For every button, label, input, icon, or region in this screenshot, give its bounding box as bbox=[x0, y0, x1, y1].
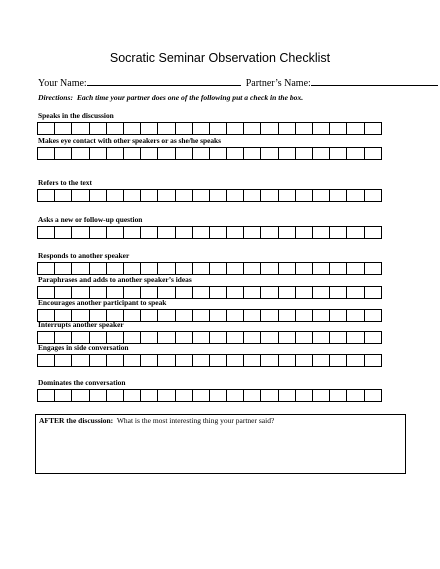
checkbox[interactable] bbox=[243, 262, 261, 275]
checkbox[interactable] bbox=[329, 226, 347, 239]
checkbox[interactable] bbox=[106, 189, 124, 202]
checkbox[interactable] bbox=[192, 122, 210, 135]
checkbox[interactable] bbox=[54, 122, 72, 135]
checkbox[interactable] bbox=[329, 331, 347, 344]
checkbox[interactable] bbox=[140, 389, 158, 402]
checkbox[interactable] bbox=[89, 226, 107, 239]
checkbox[interactable] bbox=[312, 309, 330, 322]
checkbox[interactable] bbox=[243, 309, 261, 322]
checkbox[interactable] bbox=[346, 354, 364, 367]
checkbox[interactable] bbox=[260, 389, 278, 402]
checkbox[interactable] bbox=[329, 309, 347, 322]
checkbox[interactable] bbox=[89, 147, 107, 160]
checkbox[interactable] bbox=[123, 189, 141, 202]
checkbox[interactable] bbox=[54, 147, 72, 160]
checkbox[interactable] bbox=[226, 354, 244, 367]
checkbox[interactable] bbox=[175, 286, 193, 299]
checkbox[interactable] bbox=[37, 147, 55, 160]
checkbox[interactable] bbox=[226, 189, 244, 202]
checkbox[interactable] bbox=[37, 189, 55, 202]
checkbox[interactable] bbox=[243, 286, 261, 299]
checkbox[interactable] bbox=[346, 226, 364, 239]
checkbox[interactable] bbox=[157, 354, 175, 367]
directions-label: Directions: bbox=[38, 93, 74, 102]
checkbox[interactable] bbox=[278, 309, 296, 322]
behavior-label: Dominates the conversation bbox=[38, 378, 126, 387]
checkbox[interactable] bbox=[123, 354, 141, 367]
checkbox[interactable] bbox=[346, 189, 364, 202]
checkbox[interactable] bbox=[89, 389, 107, 402]
checkbox[interactable] bbox=[226, 309, 244, 322]
checkbox-row bbox=[37, 122, 381, 135]
checkbox[interactable] bbox=[140, 331, 158, 344]
checkbox[interactable] bbox=[192, 286, 210, 299]
checkbox[interactable] bbox=[260, 354, 278, 367]
checkbox[interactable] bbox=[364, 147, 382, 160]
checkbox[interactable] bbox=[140, 354, 158, 367]
checkbox[interactable] bbox=[346, 262, 364, 275]
checkbox[interactable] bbox=[278, 122, 296, 135]
checkbox[interactable] bbox=[175, 189, 193, 202]
checkbox[interactable] bbox=[106, 122, 124, 135]
checkbox[interactable] bbox=[278, 226, 296, 239]
checkbox[interactable] bbox=[312, 226, 330, 239]
checkbox[interactable] bbox=[243, 122, 261, 135]
checkbox[interactable] bbox=[295, 226, 313, 239]
checkbox[interactable] bbox=[209, 262, 227, 275]
checkbox[interactable] bbox=[226, 122, 244, 135]
checkbox[interactable] bbox=[209, 226, 227, 239]
checkbox[interactable] bbox=[312, 262, 330, 275]
checkbox[interactable] bbox=[157, 147, 175, 160]
checkbox[interactable] bbox=[312, 122, 330, 135]
checkbox[interactable] bbox=[364, 189, 382, 202]
checkbox[interactable] bbox=[346, 331, 364, 344]
checkbox[interactable] bbox=[140, 309, 158, 322]
checkbox[interactable] bbox=[71, 147, 89, 160]
checkbox[interactable] bbox=[37, 354, 55, 367]
checkbox[interactable] bbox=[209, 286, 227, 299]
checkbox[interactable] bbox=[260, 122, 278, 135]
checkbox[interactable] bbox=[209, 189, 227, 202]
checkbox[interactable] bbox=[346, 122, 364, 135]
checkbox[interactable] bbox=[106, 389, 124, 402]
checkbox[interactable] bbox=[175, 122, 193, 135]
checkbox[interactable] bbox=[278, 389, 296, 402]
checkbox[interactable] bbox=[175, 331, 193, 344]
checkbox[interactable] bbox=[226, 226, 244, 239]
checkbox[interactable] bbox=[243, 147, 261, 160]
checkbox[interactable] bbox=[295, 262, 313, 275]
behavior-label: Responds to another speaker bbox=[38, 251, 130, 260]
checkbox[interactable] bbox=[175, 354, 193, 367]
checkbox[interactable] bbox=[157, 122, 175, 135]
checkbox[interactable] bbox=[364, 389, 382, 402]
checkbox[interactable] bbox=[209, 354, 227, 367]
checkbox[interactable] bbox=[364, 354, 382, 367]
checkbox[interactable] bbox=[123, 122, 141, 135]
your-name-label: Your Name: bbox=[38, 78, 87, 89]
checkbox[interactable] bbox=[260, 331, 278, 344]
behavior-label: Asks a new or follow-up question bbox=[38, 215, 143, 224]
checkbox[interactable] bbox=[175, 309, 193, 322]
checkbox[interactable] bbox=[54, 226, 72, 239]
checkbox[interactable] bbox=[123, 262, 141, 275]
checkbox[interactable] bbox=[140, 147, 158, 160]
checkbox[interactable] bbox=[89, 262, 107, 275]
checkbox[interactable] bbox=[140, 226, 158, 239]
checkbox[interactable] bbox=[364, 331, 382, 344]
checkbox[interactable] bbox=[278, 286, 296, 299]
checkbox[interactable] bbox=[140, 189, 158, 202]
checkbox[interactable] bbox=[37, 226, 55, 239]
checkbox[interactable] bbox=[295, 189, 313, 202]
checkbox[interactable] bbox=[71, 189, 89, 202]
checkbox[interactable] bbox=[192, 389, 210, 402]
checkbox[interactable] bbox=[364, 122, 382, 135]
checkbox[interactable] bbox=[157, 309, 175, 322]
behavior-label: Speaks in the discussion bbox=[38, 111, 114, 120]
checkbox[interactable] bbox=[260, 286, 278, 299]
checkbox[interactable] bbox=[312, 354, 330, 367]
checkbox[interactable] bbox=[54, 189, 72, 202]
checkbox[interactable] bbox=[278, 354, 296, 367]
checkbox[interactable] bbox=[175, 262, 193, 275]
checkbox[interactable] bbox=[71, 122, 89, 135]
checkbox[interactable] bbox=[157, 331, 175, 344]
checkbox[interactable] bbox=[106, 262, 124, 275]
partner-name-field[interactable] bbox=[311, 76, 438, 86]
checkbox[interactable] bbox=[346, 286, 364, 299]
names-row bbox=[38, 76, 418, 89]
checkbox[interactable] bbox=[89, 189, 107, 202]
checkbox-row bbox=[37, 226, 381, 239]
behavior-label: Makes eye contact with other speakers or as she/he speaks bbox=[38, 136, 222, 145]
checkbox[interactable] bbox=[312, 189, 330, 202]
partner-name-label: Partner’s Name: bbox=[245, 78, 311, 89]
checkbox[interactable] bbox=[71, 226, 89, 239]
checkbox[interactable] bbox=[329, 122, 347, 135]
directions-text: Each time your partner does one of the following put a check in the box. bbox=[76, 93, 304, 102]
checkbox[interactable] bbox=[54, 262, 72, 275]
after-question: What is the most interesting thing your partner said? bbox=[116, 416, 275, 425]
page-title: Socratic Seminar Observation Checklist bbox=[109, 51, 331, 65]
checkbox[interactable] bbox=[364, 309, 382, 322]
checkbox[interactable] bbox=[346, 309, 364, 322]
checkbox[interactable] bbox=[54, 354, 72, 367]
checkbox-row bbox=[37, 262, 381, 275]
checkbox[interactable] bbox=[329, 286, 347, 299]
checkbox[interactable] bbox=[175, 147, 193, 160]
after-discussion-box[interactable] bbox=[35, 414, 406, 474]
checkbox[interactable] bbox=[364, 262, 382, 275]
checkbox[interactable] bbox=[54, 389, 72, 402]
checkbox[interactable] bbox=[123, 147, 141, 160]
checkbox[interactable] bbox=[295, 122, 313, 135]
checkbox[interactable] bbox=[123, 226, 141, 239]
checkbox[interactable] bbox=[260, 189, 278, 202]
behavior-label: Encourages another participant to speak bbox=[38, 298, 167, 307]
checkbox[interactable] bbox=[192, 189, 210, 202]
checkbox[interactable] bbox=[226, 147, 244, 160]
checkbox[interactable] bbox=[175, 226, 193, 239]
checkbox[interactable] bbox=[312, 331, 330, 344]
checkbox[interactable] bbox=[364, 226, 382, 239]
checkbox[interactable] bbox=[260, 226, 278, 239]
after-label: AFTER the discussion: bbox=[39, 416, 114, 425]
checkbox[interactable] bbox=[37, 389, 55, 402]
checkbox[interactable] bbox=[329, 147, 347, 160]
checkbox[interactable] bbox=[157, 226, 175, 239]
your-name-field[interactable] bbox=[87, 76, 241, 86]
checkbox[interactable] bbox=[329, 189, 347, 202]
checkbox[interactable] bbox=[346, 147, 364, 160]
checkbox[interactable] bbox=[71, 389, 89, 402]
checkbox[interactable] bbox=[312, 147, 330, 160]
checkbox[interactable] bbox=[278, 262, 296, 275]
checkbox[interactable] bbox=[106, 226, 124, 239]
checkbox[interactable] bbox=[192, 309, 210, 322]
behavior-label: Refers to the text bbox=[38, 178, 92, 187]
checkbox[interactable] bbox=[226, 331, 244, 344]
checkbox[interactable] bbox=[209, 389, 227, 402]
checkbox[interactable] bbox=[37, 122, 55, 135]
checkbox[interactable] bbox=[209, 147, 227, 160]
checkbox[interactable] bbox=[329, 389, 347, 402]
checkbox[interactable] bbox=[295, 286, 313, 299]
directions bbox=[38, 93, 418, 102]
checkbox[interactable] bbox=[295, 331, 313, 344]
behavior-label: Interrupts another speaker bbox=[38, 320, 124, 329]
checkbox[interactable] bbox=[192, 226, 210, 239]
checkbox[interactable] bbox=[106, 354, 124, 367]
checkbox[interactable] bbox=[175, 389, 193, 402]
checkbox[interactable] bbox=[278, 331, 296, 344]
checkbox[interactable] bbox=[243, 226, 261, 239]
checkbox[interactable] bbox=[295, 309, 313, 322]
checkbox[interactable] bbox=[192, 331, 210, 344]
checkbox[interactable] bbox=[226, 262, 244, 275]
checkbox[interactable] bbox=[192, 262, 210, 275]
checkbox[interactable] bbox=[346, 389, 364, 402]
checkbox[interactable] bbox=[226, 389, 244, 402]
checkbox[interactable] bbox=[123, 389, 141, 402]
checkbox[interactable] bbox=[243, 189, 261, 202]
checkbox[interactable] bbox=[329, 354, 347, 367]
checkbox[interactable] bbox=[106, 147, 124, 160]
checkbox[interactable] bbox=[278, 189, 296, 202]
checkbox[interactable] bbox=[157, 262, 175, 275]
checkbox[interactable] bbox=[140, 262, 158, 275]
checkbox-row bbox=[37, 354, 381, 367]
checkbox[interactable] bbox=[209, 122, 227, 135]
checkbox[interactable] bbox=[260, 147, 278, 160]
checkbox-row bbox=[37, 189, 381, 202]
checkbox[interactable] bbox=[243, 389, 261, 402]
checkbox[interactable] bbox=[226, 286, 244, 299]
checkbox[interactable] bbox=[209, 309, 227, 322]
checkbox[interactable] bbox=[295, 389, 313, 402]
checkbox[interactable] bbox=[37, 262, 55, 275]
checkbox-row bbox=[37, 147, 381, 160]
checkbox[interactable] bbox=[89, 122, 107, 135]
checkbox[interactable] bbox=[192, 354, 210, 367]
checkbox[interactable] bbox=[209, 331, 227, 344]
behavior-label: Paraphrases and adds to another speaker’s ideas bbox=[38, 275, 192, 284]
checkbox[interactable] bbox=[123, 309, 141, 322]
checkbox[interactable] bbox=[312, 389, 330, 402]
checkbox[interactable] bbox=[140, 122, 158, 135]
checkbox[interactable] bbox=[157, 189, 175, 202]
checkbox[interactable] bbox=[278, 147, 296, 160]
checkbox[interactable] bbox=[157, 389, 175, 402]
checkbox[interactable] bbox=[295, 354, 313, 367]
checkbox[interactable] bbox=[312, 286, 330, 299]
checkbox[interactable] bbox=[243, 354, 261, 367]
checkbox[interactable] bbox=[329, 262, 347, 275]
checkbox[interactable] bbox=[364, 286, 382, 299]
checkbox[interactable] bbox=[243, 331, 261, 344]
behavior-label: Engages in side conversation bbox=[38, 343, 129, 352]
checkbox[interactable] bbox=[260, 309, 278, 322]
checkbox[interactable] bbox=[89, 354, 107, 367]
checkbox[interactable] bbox=[71, 354, 89, 367]
checkbox[interactable] bbox=[71, 262, 89, 275]
checkbox[interactable] bbox=[295, 147, 313, 160]
checkbox[interactable] bbox=[260, 262, 278, 275]
checkbox-row bbox=[37, 389, 381, 402]
checkbox[interactable] bbox=[192, 147, 210, 160]
